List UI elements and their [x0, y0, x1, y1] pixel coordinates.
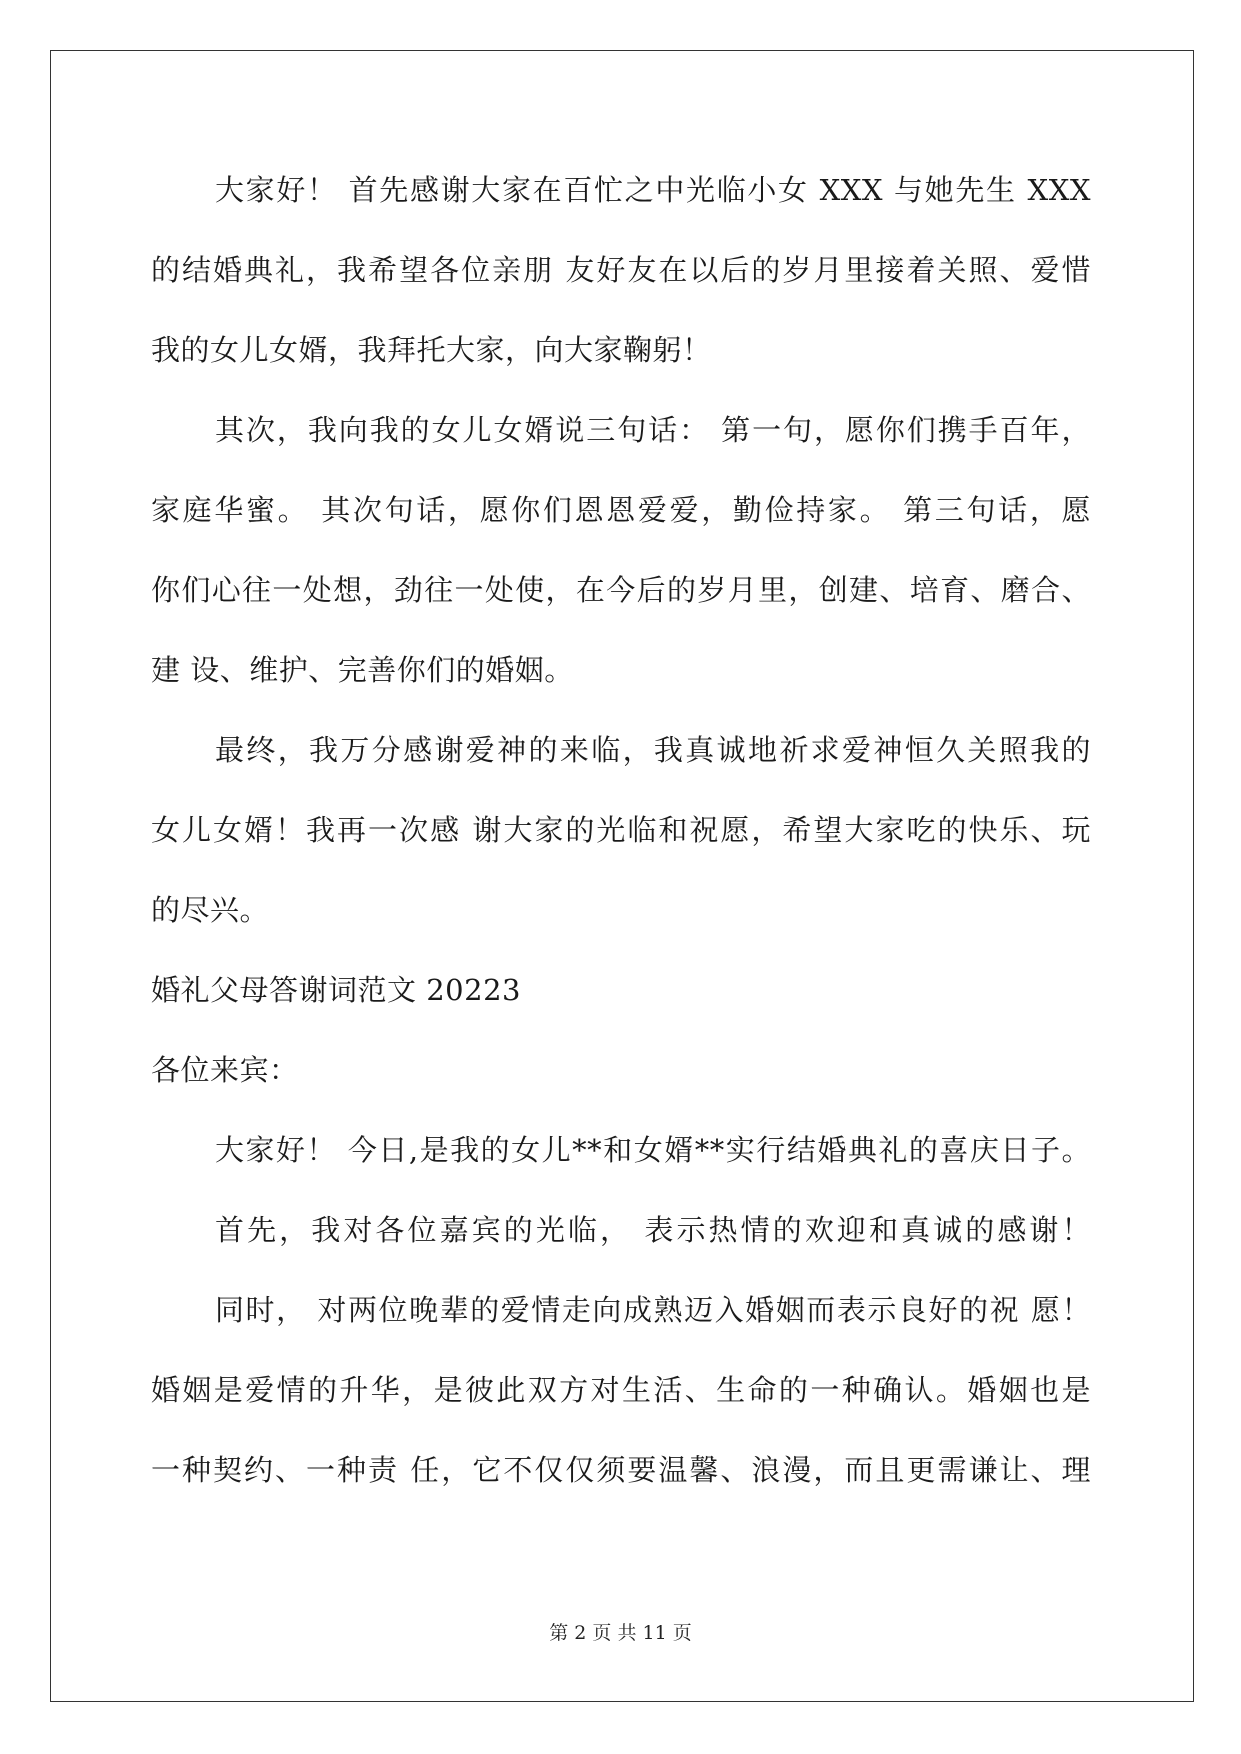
- text-line: 各位来宾：: [151, 1053, 299, 1087]
- text-line: 女儿女婿！我再一次感 谢大家的光临和祝愿，希望大家吃的快乐、玩: [151, 813, 1091, 847]
- text-line: 同时， 对两位晚辈的爱情走向成熟迈入婚姻而表示良好的祝 愿！: [215, 1293, 1091, 1327]
- page-footer: 第 2 页 共 11 页: [549, 1622, 692, 1644]
- text-line: 家庭华蜜。 其次句话，愿你们恩恩爱爱，勤俭持家。 第三句话，愿: [151, 493, 1091, 527]
- text-line: 婚礼父母答谢词范文 20223: [151, 973, 521, 1007]
- text-line: 我的女儿女婿，我拜托大家，向大家鞠躬！: [151, 333, 712, 367]
- text-line: 婚姻是爱情的升华，是彼此双方对生活、生命的一种确认。婚姻也是: [151, 1373, 1091, 1407]
- text-line: 大家好！ 首先感谢大家在百忙之中光临小女 XXX 与她先生 XXX: [215, 173, 1091, 207]
- text-line: 一种契约、一种责 任，它不仅仅须要温馨、浪漫，而且更需谦让、理: [151, 1453, 1091, 1487]
- text-line: 建 设、维护、完善你们的婚姻。: [151, 653, 574, 687]
- text-line: 的结婚典礼，我希望各位亲朋 友好友在以后的岁月里接着关照、爱惜: [151, 253, 1091, 287]
- text-line: 其次，我向我的女儿女婿说三句话： 第一句，愿你们携手百年，: [215, 413, 1091, 447]
- text-line: 你们心往一处想，劲往一处使，在今后的岁月里，创建、培育、磨合、: [151, 573, 1091, 607]
- document-body: [151, 163, 1091, 1523]
- text-line: 的尽兴。: [151, 893, 270, 927]
- text-line: 大家好！ 今日,是我的女儿**和女婿**实行结婚典礼的喜庆日子。: [215, 1133, 1091, 1167]
- text-line: 首先，我对各位嘉宾的光临， 表示热情的欢迎和真诚的感谢！: [215, 1213, 1091, 1247]
- text-line: 最终，我万分感谢爱神的来临，我真诚地祈求爱神恒久关照我的: [215, 733, 1091, 767]
